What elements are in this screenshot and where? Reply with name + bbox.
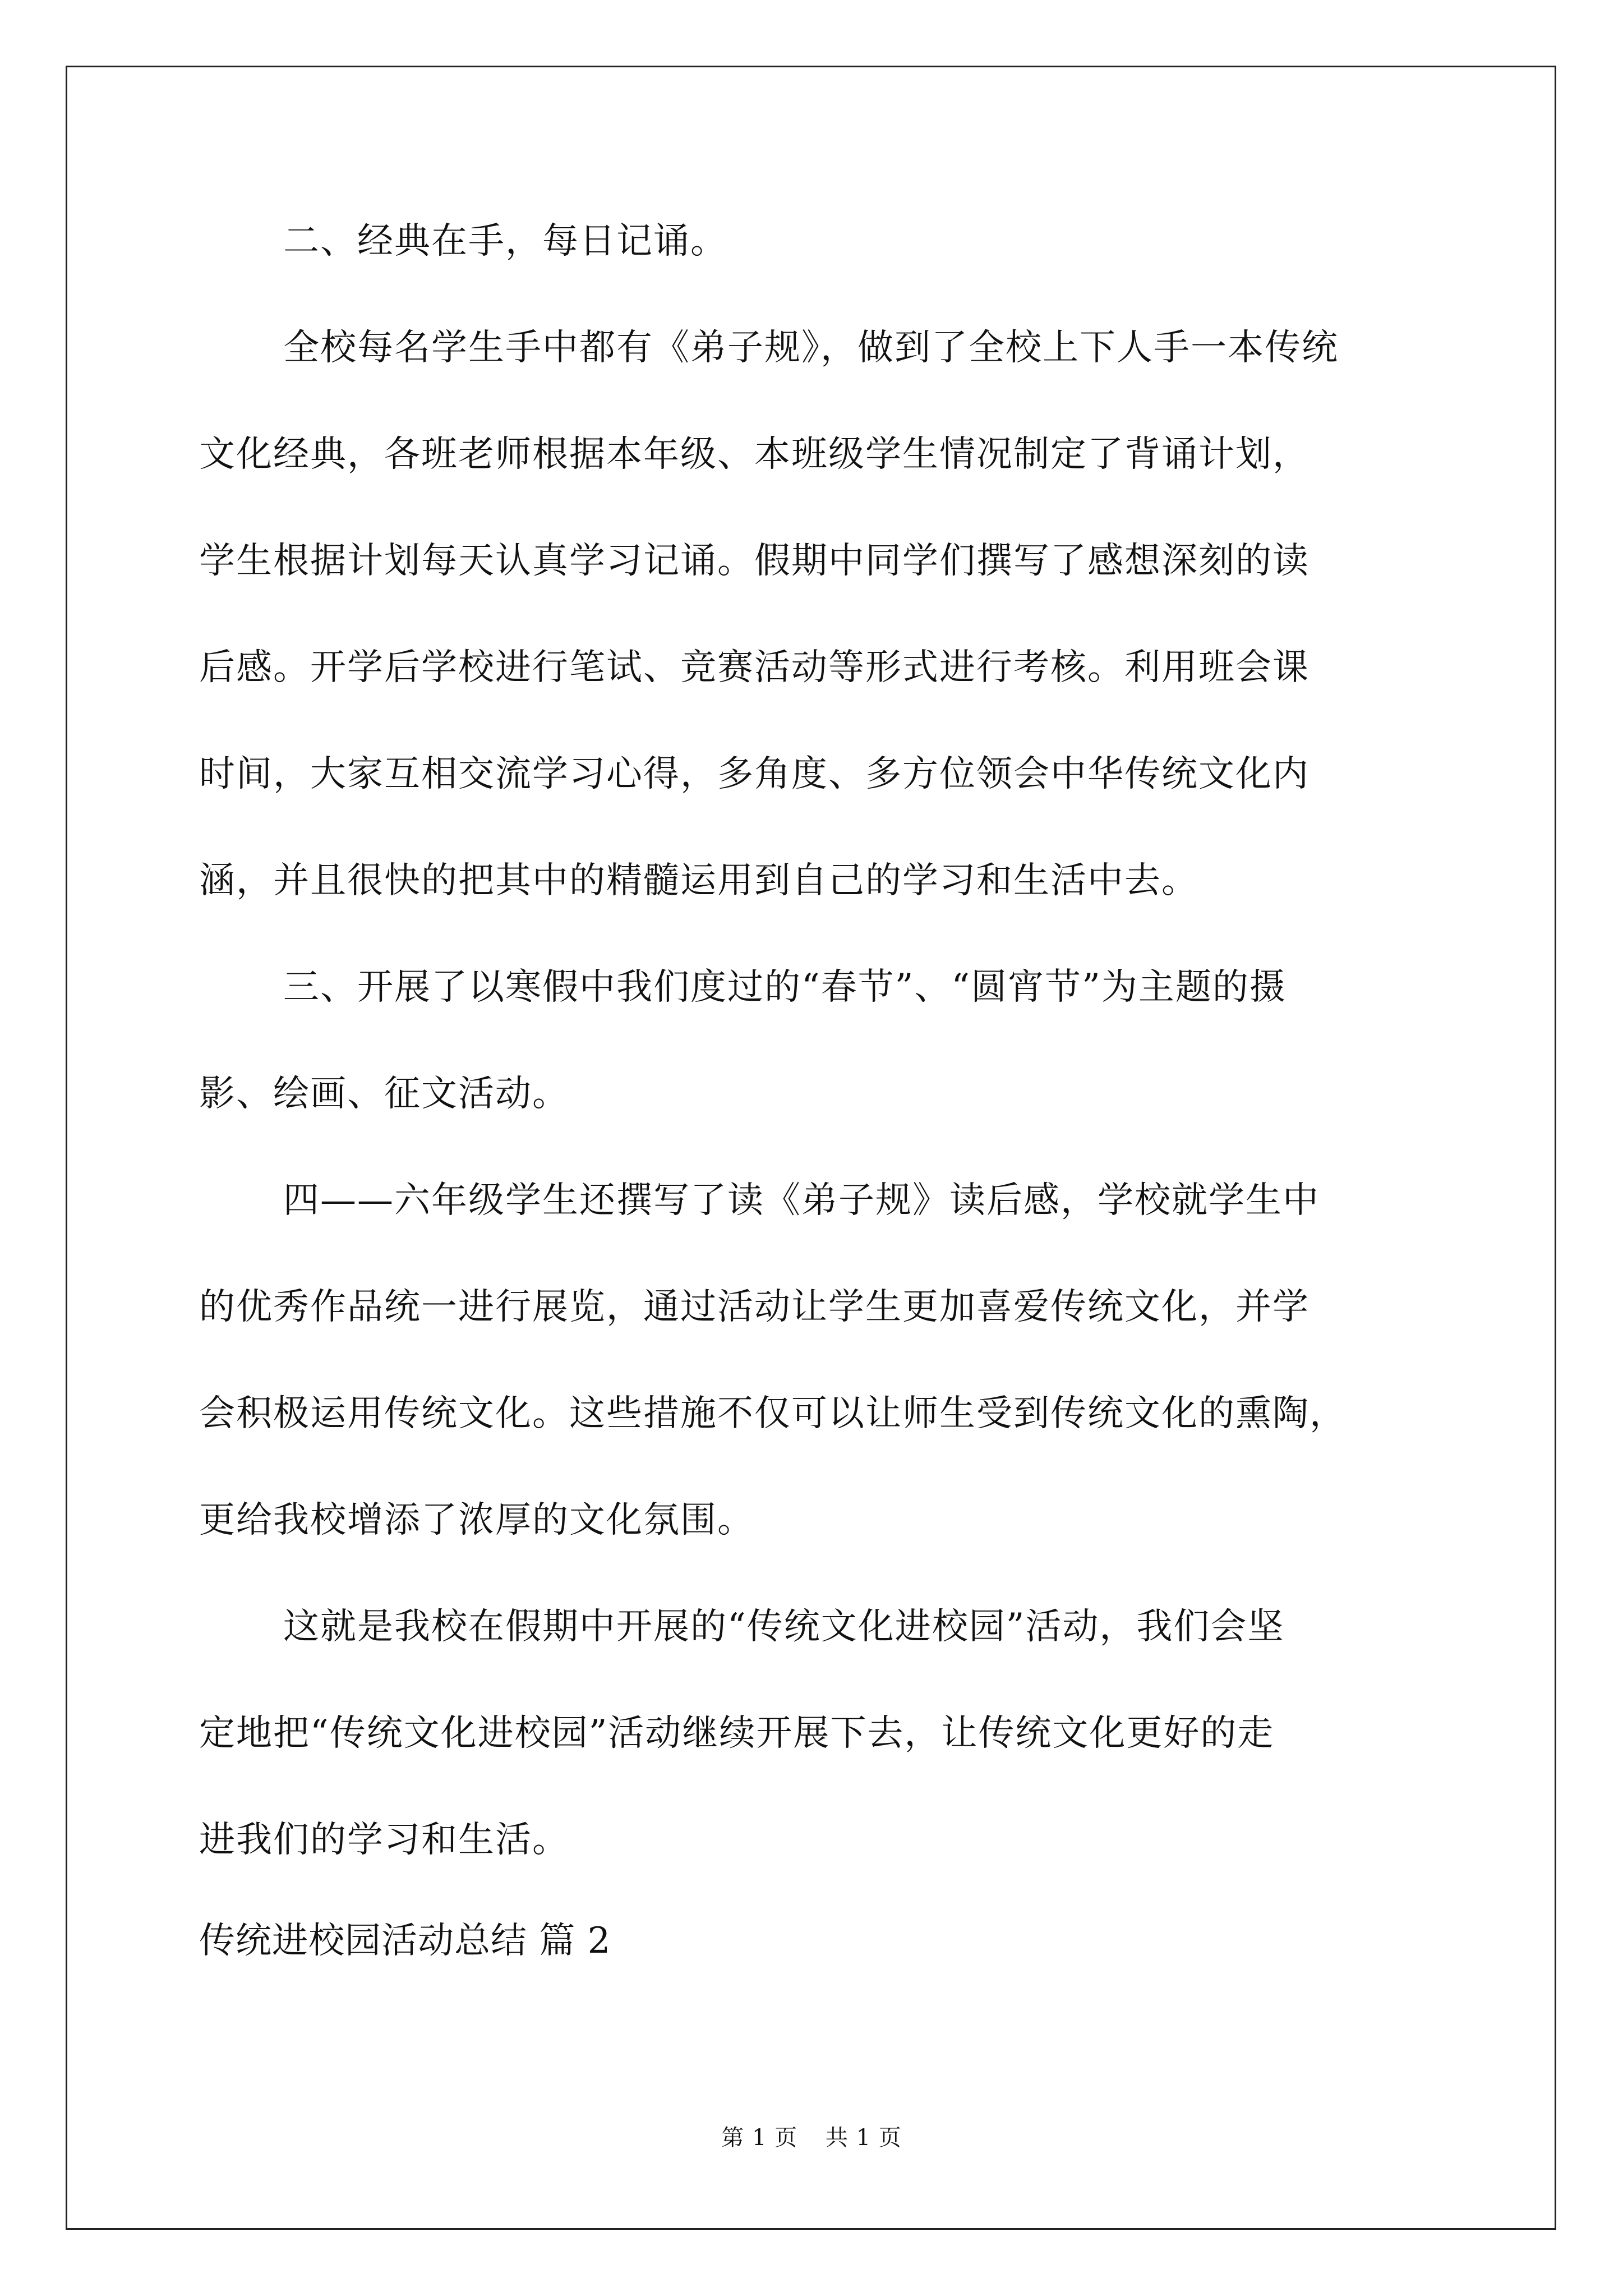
paragraph-line: 的优秀作品统一进行展览，通过活动让学生更加喜爱传统文化，并学	[199, 1286, 1310, 1328]
paragraph-line: 二、经典在手，每日记诵。	[283, 220, 727, 262]
page-number-current: 第 1 页	[721, 2125, 798, 2151]
paragraph-line: 涵，并且很快的把其中的精髓运用到自己的学习和生活中去。	[199, 860, 1198, 901]
paragraph-line: 三、开展了以寒假中我们度过的“春节”、“圆宵节”为主题的摄	[283, 967, 1287, 1008]
paragraph-line: 更给我校增添了浓厚的文化氛围。	[199, 1499, 754, 1541]
page-number-total: 共 1 页	[825, 2125, 902, 2151]
paragraph-line: 四——六年级学生还撰写了读《弟子规》读后感，学校就学生中	[283, 1180, 1320, 1221]
paragraph-line: 学生根据计划每天认真学习记诵。假期中同学们撰写了感想深刻的读	[199, 540, 1310, 582]
paragraph-line: 全校每名学生手中都有《弟子规》，做到了全校上下人手一本传统	[283, 327, 1339, 369]
paragraph-line: 定地把“传统文化进校园”活动继续开展下去，让传统文化更好的走	[199, 1713, 1275, 1754]
paragraph-line: 后感。开学后学校进行笔试、竞赛活动等形式进行考核。利用班会课	[199, 647, 1310, 688]
paragraph-line: 会积极运用传统文化。这些措施不仅可以让师生受到传统文化的熏陶，	[199, 1393, 1347, 1434]
paragraph-line: 文化经典，各班老师根据本年级、本班级学生情况制定了背诵计划，	[199, 434, 1310, 475]
page-border	[66, 66, 1556, 2230]
page-footer	[0, 2124, 1623, 2152]
paragraph-line: 这就是我校在假期中开展的“传统文化进校园”活动，我们会坚	[283, 1606, 1285, 1648]
paragraph-line: 影、绘画、征文活动。	[199, 1073, 569, 1115]
paragraph-line: 进我们的学习和生活。	[199, 1819, 569, 1861]
section-heading: 传统进校园活动总结 篇 2	[199, 1920, 611, 1962]
paragraph-line: 时间，大家互相交流学习心得，多角度、多方位领会中华传统文化内	[199, 753, 1310, 795]
